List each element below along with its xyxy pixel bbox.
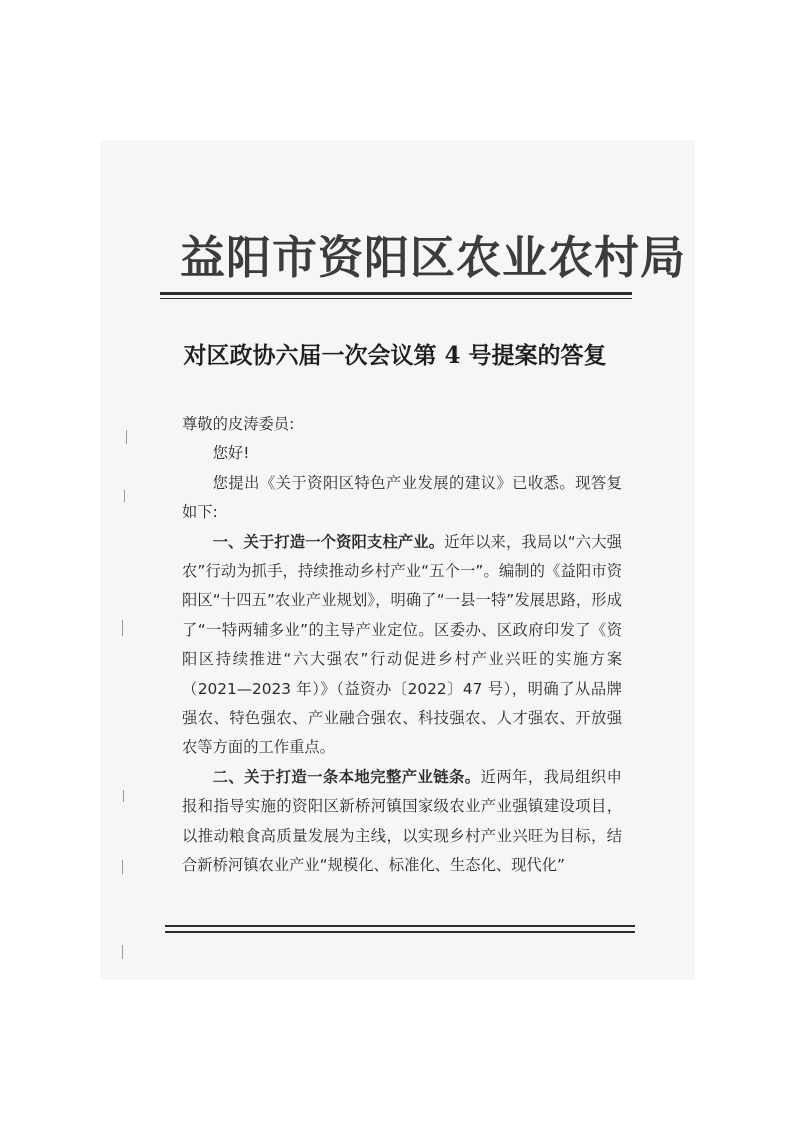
salutation: 尊敬的皮涛委员: — [182, 415, 295, 433]
section-1-paragraph — [182, 528, 622, 763]
section-2-heading: 二、关于打造一条本地完整产业链条。 — [212, 767, 481, 786]
section-2-text: 近两年，我局组织申报和指导实施的资阳区新桥河镇国家级农业产业强镇建设项目，以推动粮食高质量发展为主线，以实现乡村产业兴旺为目标，结合新桥河镇农业产业“规模化、标准化、生态化、现代化” — [182, 767, 622, 875]
letterhead-organization: 益阳市资阳区农业农村局 — [180, 231, 687, 284]
section-1-heading: 一、关于打造一个资阳支柱产业。 — [212, 532, 445, 551]
intro-paragraph: 您提出《关于资阳区特色产业发展的建议》已收悉。现答复如下: — [182, 473, 622, 522]
section-1-text: 近年以来，我局以“六大强农”行动为抓手，持续推动乡村产业“五个一”。编制的《益阳市资阳区“十四五”农业产业规划》，明确了“一县一特”发展思路，形成了“一特两辅多业”的主导产业定位。区委办、区政府印发了《资阳区持续推进“六大强农”行动促进乡村产业兴旺的实施方案（2021—2023 年）》（益资办〔2022〕47 号），明确了从品牌强农、特色强农、产业融合强农、科技强农、人才强农、开放强农等方面的工作重点。 — [182, 532, 622, 757]
binding-mark — [122, 860, 123, 874]
footer-rule-top — [165, 925, 635, 927]
binding-mark — [124, 490, 125, 502]
document-body — [182, 410, 622, 881]
section-2-paragraph — [182, 763, 622, 881]
letterhead-rule-thick — [160, 292, 632, 295]
document-title: 对区政协六届一次会议第 4 号提案的答复 — [183, 342, 607, 369]
greeting: 您好! — [212, 444, 250, 463]
footer-rule-bottom — [165, 931, 635, 933]
binding-mark — [122, 620, 123, 636]
binding-mark — [123, 790, 124, 802]
letterhead-rule-thin — [160, 298, 632, 299]
binding-mark — [122, 945, 123, 959]
binding-mark — [126, 430, 127, 444]
